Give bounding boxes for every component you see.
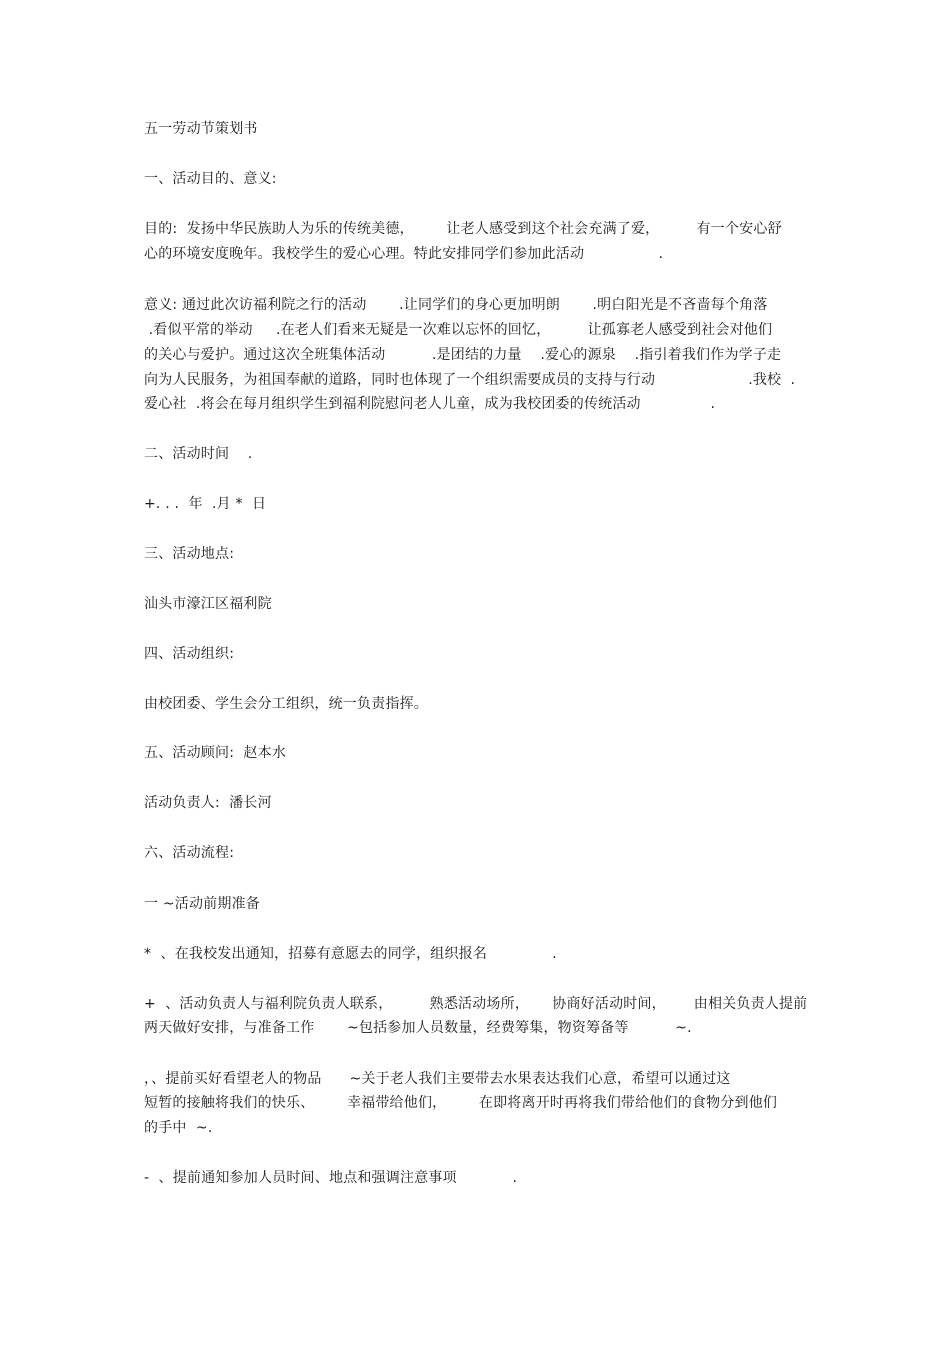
step-3-line-3: 的手中 ~. <box>144 1120 213 1136</box>
step-1: * 、在我校发出通知，招募有意愿去的同学，组织报名 . <box>144 946 557 962</box>
section-4-heading: 四、活动组织: <box>144 646 235 662</box>
meaning-line-5: 爱心社 .将会在每月组织学生到福利院慰问老人儿童，成为我校团委的传统活动 . <box>144 396 716 412</box>
step-2-line-2: 两天做好安排，与准备工作 ~包括参加人员数量，经费筹集，物资筹备等 ~. <box>144 1020 692 1036</box>
activity-advisor: 五、活动顾问: 赵本水 <box>144 745 287 761</box>
activity-leader: 活动负责人: 潘长河 <box>144 795 272 811</box>
section-1-heading: 一、活动目的、意义: <box>144 171 277 187</box>
meaning-line-4: 向为人民服务，为祖国奉献的道路，同时也体现了一个组织需要成员的支持与行动 .我校 . <box>144 372 796 388</box>
step-2-line-1: + 、活动负责人与福利院负责人联系， 熟悉活动场所， 协商好活动时间， 由相关负责人提前 <box>144 996 808 1012</box>
purpose-line-1: 目的: 发扬中华民族助人为乐的传统美德， 让老人感受到这个社会充满了爱， 有一个安心舒 <box>144 221 782 237</box>
step-3-line-1: ，、提前买好看望老人的物品 ~关于老人我们主要带去水果表达我们心意，希望可以通过这 <box>144 1071 731 1087</box>
activity-organization: 由校团委、学生会分工组织，统一负责指挥。 <box>144 696 428 712</box>
meaning-line-2: .看似平常的举动 .在老人们看来无疑是一次难以忘怀的回忆， 让孤寡老人感受到社会对他们 <box>144 322 773 338</box>
activity-location: 汕头市濠江区福利院 <box>144 596 272 612</box>
step-3-line-2: 短暂的接触将我们的快乐、 幸福带给他们， 在即将离开时再将我们带给他们的食物分到他们 <box>144 1095 778 1111</box>
meaning-line-1: 意义: 通过此次访福利院之行的活动 .让同学们的身心更加明朗 .明白阳光是不吝啬每个角落 <box>144 297 768 313</box>
activity-date: +. . . 年 .月 * 日 <box>144 496 267 512</box>
doc-title: 五一劳动节策划书 <box>144 121 258 137</box>
purpose-line-2: 心的环境安度晚年。我校学生的爱心心理。特此安排同学们参加此活动 . <box>144 246 664 262</box>
prep-heading: 一 ~活动前期准备 <box>144 896 260 912</box>
section-3-heading: 三、活动地点: <box>144 546 235 562</box>
section-2-heading: 二、活动时间 . <box>144 446 253 462</box>
step-4: - 、提前通知参加人员时间、地点和强调注意事项 . <box>144 1170 518 1186</box>
meaning-line-3: 的关心与爱护。通过这次全班集体活动 .是团结的力量 .爱心的源泉 .指引着我们作为学子走 <box>144 347 782 363</box>
section-6-heading: 六、活动流程: <box>144 845 235 861</box>
